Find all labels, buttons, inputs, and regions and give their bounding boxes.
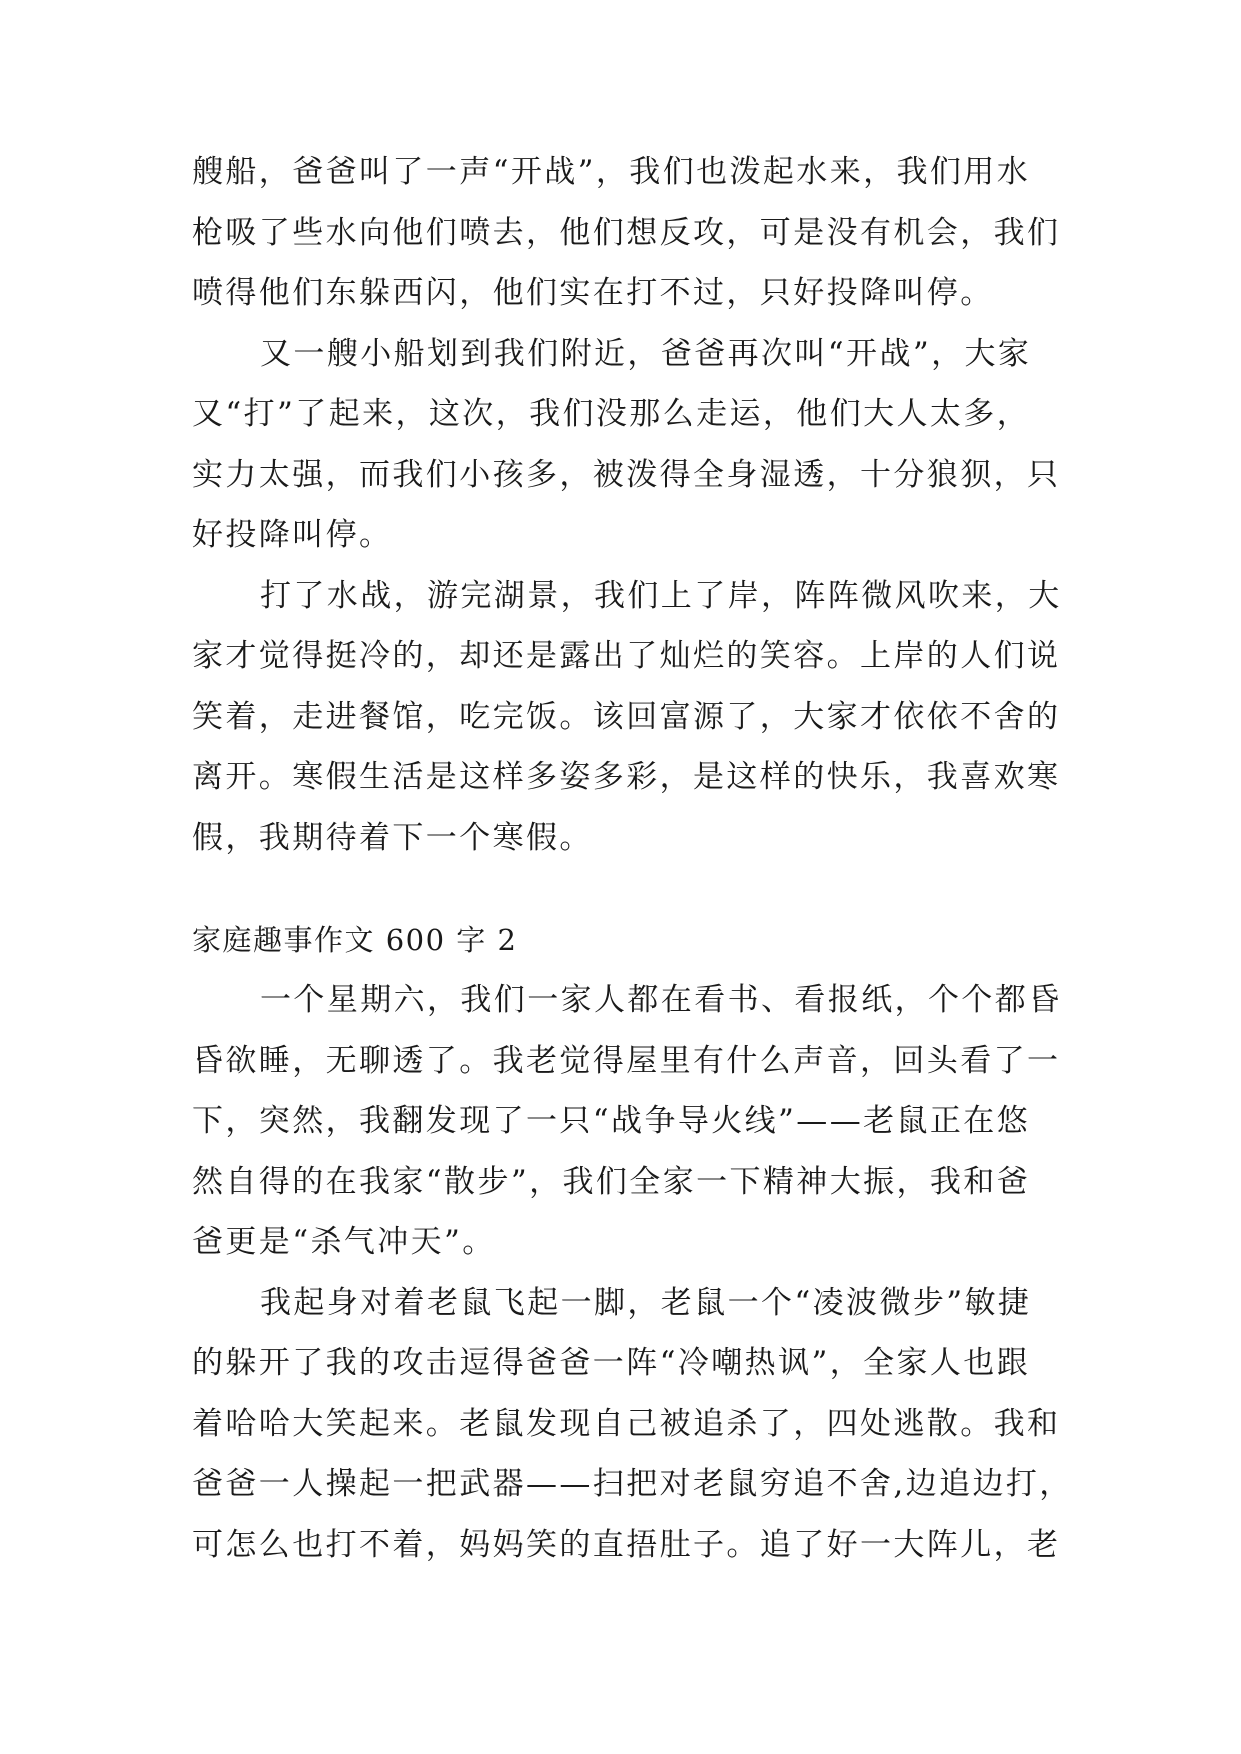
paragraph-line: 又“打”了起来，这次，我们没那么走运，他们大人太多， [192,396,1031,432]
paragraph-line: 笑着，走进餐馆，吃完饭。该回富源了，大家才依依不舍的 [192,698,1061,735]
paragraph-line: 一个星期六，我们一家人都在看书、看报纸，个个都昏 [260,982,1062,1018]
essay-title: 家庭趣事作文 600 字 2 [192,923,518,957]
paragraph-line: 好投降叫停。 [192,517,393,553]
paragraph-line: 可怎么也打不着，妈妈笑的直捂肚子。追了好一大阵儿，老 [192,1526,1061,1563]
paragraph-line: 爸爸一人操起一把武器——扫把对老鼠穷追不舍,边追边打， [192,1466,1073,1502]
paragraph-line: 又一艘小船划到我们附近，爸爸再次叫“开战”，大家 [260,335,1032,372]
paragraph-line: 爸更是“杀气冲天”。 [192,1224,496,1260]
paragraph-line: 假，我期待着下一个寒假。 [192,819,593,856]
paragraph-line: 枪吸了些水向他们喷去，他们想反攻，可是没有机会，我们 [192,214,1061,251]
paragraph-line: 着哈哈大笑起来。老鼠发现自己被追杀了，四处逃散。我和 [192,1405,1061,1442]
paragraph-line: 打了水战，游完湖景，我们上了岸，阵阵微风吹来，大 [260,577,1062,614]
paragraph-line: 昏欲睡，无聊透了。我老觉得屋里有什么声音，回头看了一 [192,1042,1061,1079]
paragraph-line: 实力太强，而我们小孩多，被泼得全身湿透，十分狼狈，只 [192,456,1061,493]
paragraph-line: 然自得的在我家“散步”，我们全家一下精神大振，我和爸 [192,1163,1031,1200]
paragraph-line: 下，突然，我翻发现了一只“战争导火线”——老鼠正在悠 [192,1103,1031,1139]
paragraph-line: 的躲开了我的攻击逗得爸爸一阵“冷嘲热讽”，全家人也跟 [192,1345,1031,1381]
story-section-1 [192,142,1062,868]
paragraph-line: 家才觉得挺冷的，却还是露出了灿烂的笑容。上岸的人们说 [192,638,1061,674]
paragraph-line: 离开。寒假生活是这样多姿多彩，是这样的快乐，我喜欢寒 [192,759,1061,795]
paragraph-line: 喷得他们东躲西闪，他们实在打不过，只好投降叫停。 [192,275,994,311]
paragraph-line: 我起身对着老鼠飞起一脚，老鼠一个“凌波微步”敏捷 [260,1284,1032,1321]
story-section-2 [192,970,1073,1575]
paragraph-line: 艘船，爸爸叫了一声“开战”，我们也泼起水来，我们用水 [192,154,1031,190]
